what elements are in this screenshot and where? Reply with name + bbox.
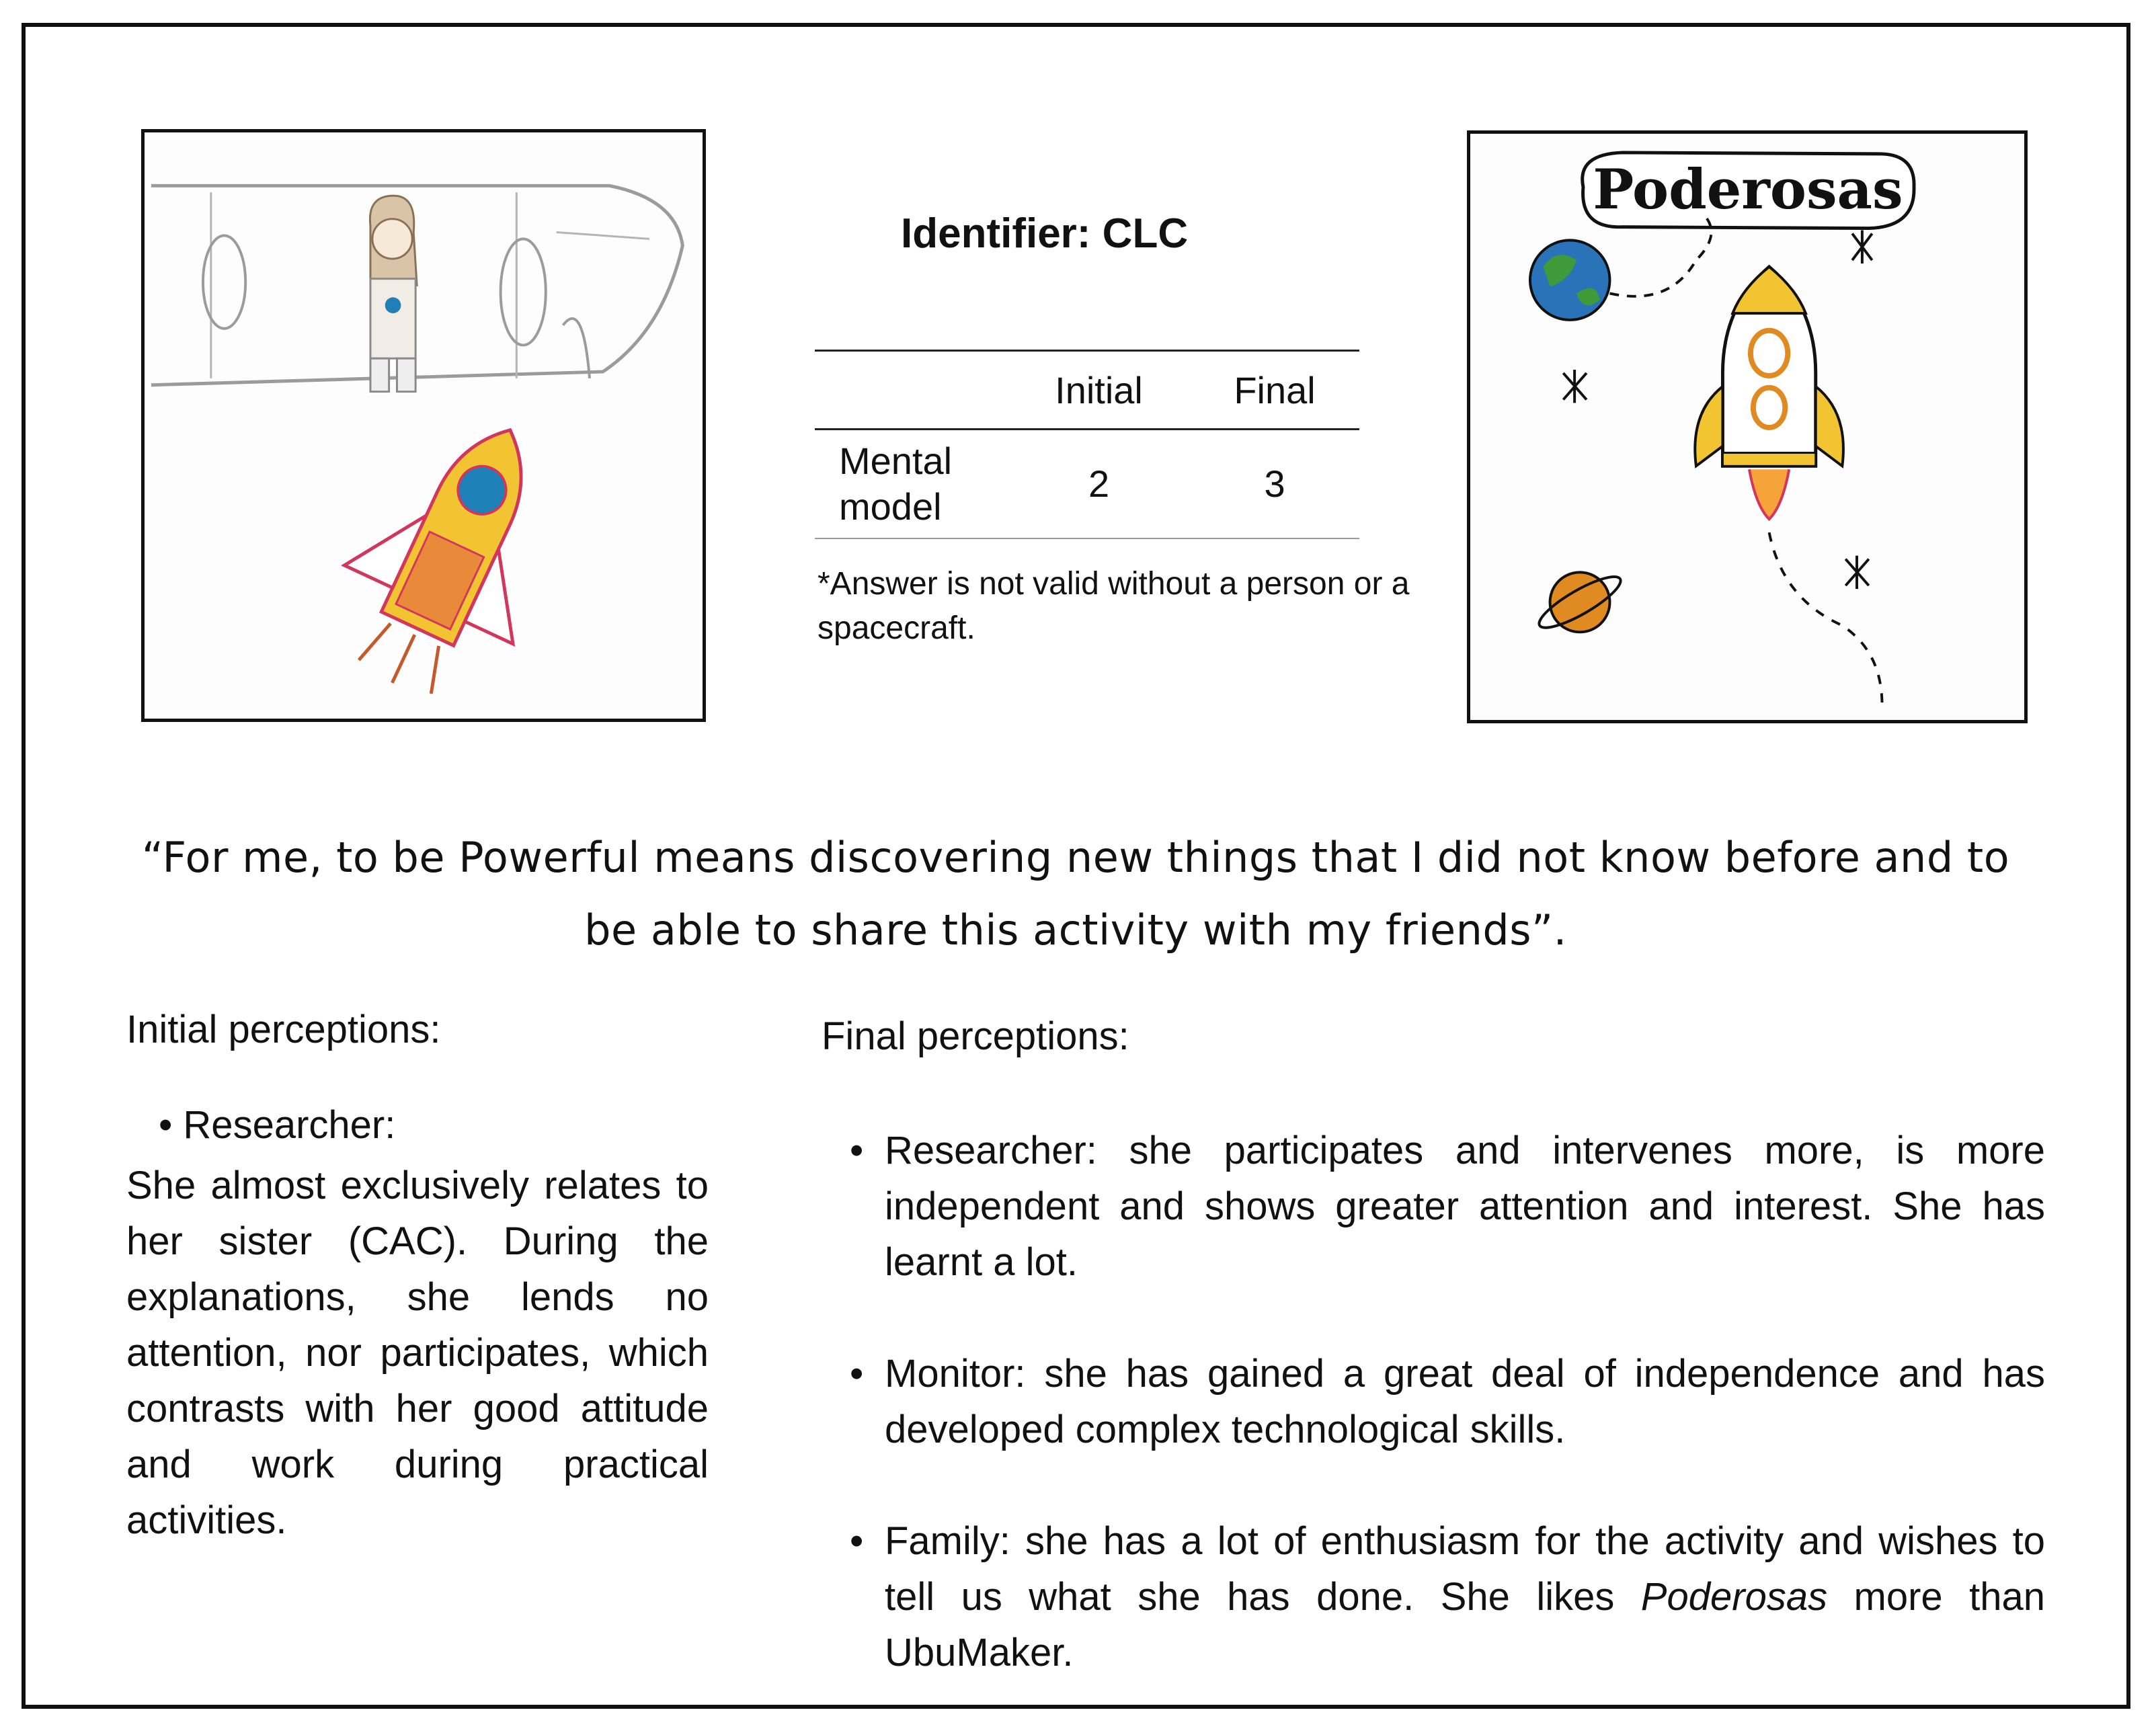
- right-drawing: [1467, 130, 2028, 723]
- table-header-final: Final: [1190, 351, 1359, 430]
- table-header-row: [815, 351, 1359, 430]
- final-perceptions-list: [850, 1123, 2045, 1681]
- initial-bullet-researcher: • Researcher:: [159, 1103, 396, 1147]
- row-label-mental-model: Mental model: [815, 430, 1008, 539]
- list-item: [850, 1513, 2045, 1681]
- list-item: • Researcher: she participates and intervenes more, is more independent and shows greater attention and interest. She has learnt a lot.: [850, 1123, 2045, 1290]
- initial-perceptions-text: She almost exclusively relates to her sister (CAC). During the explanations, she lends no attention, nor participates, which contrasts with her good attitude and work during practical activities.: [126, 1164, 709, 1542]
- porthole-icon: [203, 235, 245, 328]
- left-drawing: [141, 129, 706, 722]
- family-tail: more than UbuMaker.: [885, 1575, 2045, 1675]
- table-footnote: *Answer is not valid without a person or a spacecraft.: [817, 566, 1410, 646]
- table-row: [815, 430, 1359, 539]
- final-perceptions-title: Final perceptions:: [822, 1014, 1129, 1058]
- poderosas-drawing: [1470, 134, 2024, 720]
- cell-final-value: 3: [1190, 430, 1359, 539]
- earth-icon: [1530, 240, 1610, 320]
- table-header-empty: [815, 351, 1008, 430]
- porthole-icon: [501, 239, 546, 345]
- poderosas-title: Poderosas: [1593, 157, 1903, 222]
- family-text: Family: she has a lot of enthusiasm for the activity and wishes to tell us what she has done. She likes: [885, 1519, 2045, 1619]
- initial-perceptions-title: Initial perceptions:: [126, 1008, 441, 1051]
- rocket-icon: [1695, 267, 1843, 519]
- initial-bullet-label: Researcher:: [183, 1103, 396, 1147]
- spaceship-drawing: [145, 132, 703, 719]
- saturn-icon: [1533, 569, 1626, 636]
- list-item: • Monitor: she has gained a great deal of independence and has developed complex technological skills.: [850, 1346, 2045, 1457]
- rocket-icon: [308, 391, 594, 719]
- astronaut-icon: [370, 196, 417, 391]
- cell-initial-value: 2: [1008, 430, 1190, 539]
- quote-text: “For me, to be Powerful means discovering new things that I did not know before and to be able to share this activity with my friends”.: [141, 833, 2010, 955]
- identifier-label: Identifier: CLC: [901, 210, 1189, 257]
- table-header-initial: Initial: [1008, 351, 1190, 430]
- mental-model-table: [815, 350, 1359, 539]
- poderosas-emphasis: Poderosas: [1640, 1575, 1828, 1619]
